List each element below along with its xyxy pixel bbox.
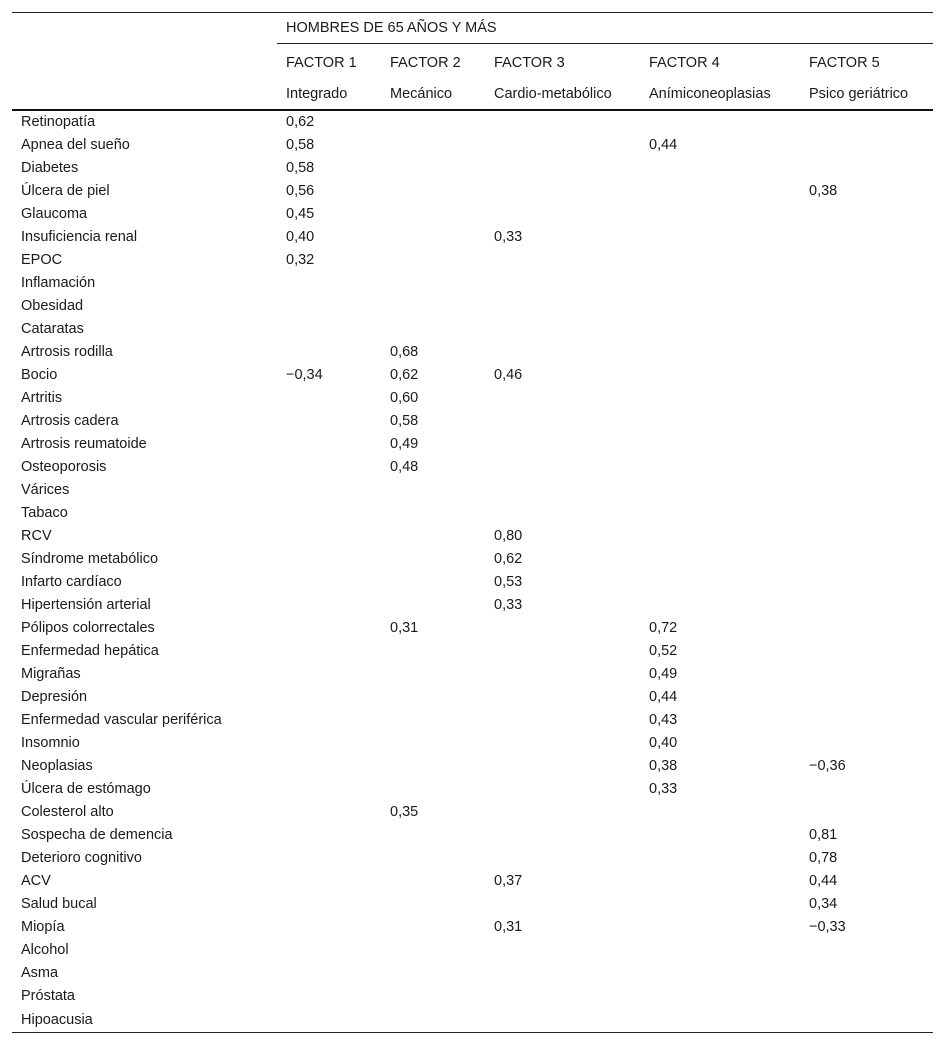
loading-value-cell xyxy=(381,594,485,617)
factor-name-header: FACTOR 3 xyxy=(494,54,565,71)
condition-name-cell: Retinopatía xyxy=(21,114,96,130)
loading-value-cell xyxy=(485,939,640,962)
loading-value-cell: 0,37 xyxy=(494,873,523,889)
loading-value-cell xyxy=(800,548,933,571)
loading-value-cell xyxy=(381,226,485,249)
loading-value-cell xyxy=(800,985,933,1008)
loading-value-cell: 0,32 xyxy=(286,252,315,268)
loading-value-cell xyxy=(277,732,381,755)
loading-value-cell xyxy=(640,870,800,893)
loading-value-cell xyxy=(640,801,800,824)
loading-value-cell xyxy=(485,157,640,180)
loading-value-cell xyxy=(640,962,800,985)
table-row xyxy=(12,456,933,479)
loading-value-cell xyxy=(800,1008,933,1033)
loading-value-cell xyxy=(640,571,800,594)
loading-value-cell xyxy=(277,778,381,801)
loading-value-cell xyxy=(381,893,485,916)
table-row xyxy=(12,640,933,663)
loading-value-cell xyxy=(381,249,485,272)
loading-value-cell: 0,58 xyxy=(390,413,419,429)
loading-value-cell: 0,33 xyxy=(494,597,523,613)
condition-name-cell: Artrosis cadera xyxy=(21,413,119,429)
condition-name-cell: Artritis xyxy=(21,390,63,406)
table-header xyxy=(12,13,933,111)
table-row xyxy=(12,479,933,502)
loading-value-cell xyxy=(485,801,640,824)
condition-name-cell: Depresión xyxy=(21,689,88,705)
condition-name-cell: RCV xyxy=(21,528,52,544)
loading-value-cell xyxy=(640,548,800,571)
loading-value-cell xyxy=(277,433,381,456)
loading-value-cell xyxy=(485,778,640,801)
header-empty-cell xyxy=(12,13,277,44)
loading-value-cell xyxy=(485,134,640,157)
loading-value-cell xyxy=(800,939,933,962)
loading-value-cell xyxy=(485,203,640,226)
loading-value-cell: 0,49 xyxy=(390,436,419,452)
loading-value-cell xyxy=(277,824,381,847)
table-row xyxy=(12,824,933,847)
table-row xyxy=(12,110,933,134)
loading-value-cell: 0,46 xyxy=(494,367,523,383)
loading-value-cell xyxy=(800,134,933,157)
loading-value-cell xyxy=(800,110,933,134)
loading-value-cell: 0,48 xyxy=(390,459,419,475)
table-row xyxy=(12,203,933,226)
table-row xyxy=(12,916,933,939)
condition-name-cell: Artrosis reumatoide xyxy=(21,436,147,452)
condition-name-cell: Insomnio xyxy=(21,735,80,751)
loading-value-cell xyxy=(800,778,933,801)
condition-name-cell: Tabaco xyxy=(21,505,68,521)
table-row xyxy=(12,663,933,686)
loading-value-cell xyxy=(381,939,485,962)
condition-name-cell: Deterioro cognitivo xyxy=(21,850,142,866)
factor-name-header: FACTOR 1 xyxy=(286,54,357,71)
loading-value-cell xyxy=(277,939,381,962)
factor-label-header: Cardio-metabólico xyxy=(485,79,640,110)
loading-value-cell xyxy=(640,1008,800,1033)
loading-value-cell xyxy=(800,157,933,180)
loading-value-cell xyxy=(800,295,933,318)
loading-value-cell xyxy=(485,709,640,732)
loading-value-cell: 0,49 xyxy=(649,666,678,682)
loading-value-cell xyxy=(800,732,933,755)
factor-table-container xyxy=(12,12,933,1033)
factor-name-header: FACTOR 4 xyxy=(649,54,720,71)
table-row xyxy=(12,272,933,295)
loading-value-cell xyxy=(485,110,640,134)
loading-value-cell xyxy=(800,594,933,617)
condition-name-cell: Miopía xyxy=(21,919,65,935)
loading-value-cell: 0,31 xyxy=(494,919,523,935)
loading-value-cell xyxy=(640,433,800,456)
loading-value-cell xyxy=(485,1008,640,1033)
factor-name-header: FACTOR 2 xyxy=(390,54,461,71)
condition-name-cell: Asma xyxy=(21,965,59,981)
table-row xyxy=(12,295,933,318)
table-row xyxy=(12,502,933,525)
loading-value-cell: 0,72 xyxy=(649,620,678,636)
table-row xyxy=(12,847,933,870)
table-body xyxy=(12,110,933,1033)
loading-value-cell: 0,38 xyxy=(809,183,838,199)
table-row xyxy=(12,157,933,180)
loading-value-cell: 0,58 xyxy=(286,137,315,153)
table-row xyxy=(12,364,933,387)
table-row xyxy=(12,180,933,203)
loading-value-cell: 0,40 xyxy=(286,229,315,245)
loading-value-cell: 0,62 xyxy=(286,114,315,130)
condition-name-cell: Neoplasias xyxy=(21,758,93,774)
loading-value-cell: −0,36 xyxy=(809,758,846,774)
loading-value-cell xyxy=(640,387,800,410)
loading-value-cell xyxy=(485,985,640,1008)
loading-value-cell: −0,34 xyxy=(286,367,323,383)
loading-value-cell xyxy=(640,985,800,1008)
loading-value-cell xyxy=(381,571,485,594)
loading-value-cell xyxy=(485,686,640,709)
table-row xyxy=(12,387,933,410)
loading-value-cell xyxy=(485,180,640,203)
condition-name-cell: Insuficiencia renal xyxy=(21,229,138,245)
loading-value-cell xyxy=(485,962,640,985)
loading-value-cell xyxy=(800,640,933,663)
loading-value-cell xyxy=(640,295,800,318)
loading-value-cell xyxy=(381,686,485,709)
loading-value-cell xyxy=(381,663,485,686)
condition-name-cell: Obesidad xyxy=(21,298,84,314)
loading-value-cell xyxy=(381,755,485,778)
loading-value-cell xyxy=(277,916,381,939)
loading-value-cell xyxy=(800,387,933,410)
loading-value-cell xyxy=(277,272,381,295)
loading-value-cell xyxy=(277,502,381,525)
loading-value-cell xyxy=(381,295,485,318)
loading-value-cell xyxy=(640,939,800,962)
loading-value-cell xyxy=(381,778,485,801)
condition-name-cell: Osteoporosis xyxy=(21,459,107,475)
loading-value-cell xyxy=(800,226,933,249)
loading-value-cell xyxy=(277,525,381,548)
loading-value-cell xyxy=(800,433,933,456)
loading-value-cell xyxy=(640,341,800,364)
loading-value-cell xyxy=(640,364,800,387)
table-row xyxy=(12,571,933,594)
loading-value-cell: 0,78 xyxy=(809,850,838,866)
loading-value-cell xyxy=(381,134,485,157)
loading-value-cell xyxy=(485,387,640,410)
loading-value-cell xyxy=(277,617,381,640)
loading-value-cell xyxy=(277,640,381,663)
condition-name-cell: Enfermedad hepática xyxy=(21,643,159,659)
loading-value-cell xyxy=(485,824,640,847)
loading-value-cell xyxy=(381,157,485,180)
loading-value-cell xyxy=(277,801,381,824)
loading-value-cell xyxy=(381,709,485,732)
loading-value-cell xyxy=(381,962,485,985)
loading-value-cell xyxy=(800,571,933,594)
table-row xyxy=(12,939,933,962)
condition-name-cell: ACV xyxy=(21,873,51,889)
condition-name-cell: Diabetes xyxy=(21,160,79,176)
loading-value-cell xyxy=(485,663,640,686)
loading-value-cell xyxy=(277,709,381,732)
factor-name-header: FACTOR 5 xyxy=(809,54,880,71)
loading-value-cell xyxy=(800,272,933,295)
loading-value-cell: 0,31 xyxy=(390,620,419,636)
condition-name-cell: Enfermedad vascular periférica xyxy=(21,712,222,728)
loading-value-cell xyxy=(485,617,640,640)
loading-value-cell xyxy=(800,249,933,272)
loading-value-cell xyxy=(485,410,640,433)
loading-value-cell xyxy=(277,847,381,870)
loading-value-cell xyxy=(640,110,800,134)
loading-value-cell xyxy=(381,318,485,341)
condition-name-cell: Cataratas xyxy=(21,321,84,337)
group-header: HOMBRES DE 65 AÑOS Y MÁS xyxy=(277,13,933,44)
loading-value-cell: 0,38 xyxy=(649,758,678,774)
loading-value-cell xyxy=(277,755,381,778)
loading-value-cell: 0,53 xyxy=(494,574,523,590)
loading-value-cell xyxy=(277,1008,381,1033)
loading-value-cell xyxy=(800,686,933,709)
loading-value-cell xyxy=(485,341,640,364)
loading-value-cell xyxy=(640,525,800,548)
loading-value-cell xyxy=(277,295,381,318)
loading-value-cell: 0,33 xyxy=(649,781,678,797)
loading-value-cell xyxy=(381,640,485,663)
loading-value-cell xyxy=(640,502,800,525)
loading-value-cell xyxy=(640,272,800,295)
table-row xyxy=(12,985,933,1008)
loading-value-cell xyxy=(640,824,800,847)
table-row xyxy=(12,709,933,732)
loading-value-cell xyxy=(485,893,640,916)
loading-value-cell xyxy=(800,801,933,824)
loading-value-cell: 0,43 xyxy=(649,712,678,728)
loading-value-cell xyxy=(277,410,381,433)
table-row xyxy=(12,249,933,272)
table-row xyxy=(12,1008,933,1033)
loading-value-cell xyxy=(381,110,485,134)
factor-label-header: Psico geriátrico xyxy=(800,79,933,110)
loading-value-cell xyxy=(381,870,485,893)
loading-value-cell xyxy=(277,571,381,594)
loading-value-cell xyxy=(800,479,933,502)
condition-name-cell: EPOC xyxy=(21,252,63,268)
loading-value-cell xyxy=(381,525,485,548)
table-row xyxy=(12,318,933,341)
loading-value-cell xyxy=(485,732,640,755)
condition-name-cell: Glaucoma xyxy=(21,206,88,222)
condition-name-cell: Úlcera de piel xyxy=(21,183,110,199)
loading-value-cell xyxy=(381,824,485,847)
loading-value-cell xyxy=(800,525,933,548)
loading-value-cell xyxy=(381,272,485,295)
loading-value-cell xyxy=(640,318,800,341)
loading-value-cell: 0,44 xyxy=(649,689,678,705)
factor-label-header: Mecánico xyxy=(381,79,485,110)
loading-value-cell xyxy=(381,548,485,571)
factor-loadings-table xyxy=(12,12,933,1033)
loading-value-cell: 0,62 xyxy=(494,551,523,567)
loading-value-cell xyxy=(640,916,800,939)
loading-value-cell: 0,80 xyxy=(494,528,523,544)
condition-name-cell: Várices xyxy=(21,482,70,498)
loading-value-cell xyxy=(800,203,933,226)
loading-value-cell xyxy=(800,502,933,525)
table-row xyxy=(12,870,933,893)
condition-name-cell: Pólipos colorrectales xyxy=(21,620,155,636)
condition-name-cell: Hipertensión arterial xyxy=(21,597,151,613)
table-row xyxy=(12,801,933,824)
condition-name-cell: Inflamación xyxy=(21,275,96,291)
loading-value-cell: 0,44 xyxy=(809,873,838,889)
condition-name-cell: Salud bucal xyxy=(21,896,97,912)
table-row xyxy=(12,732,933,755)
loading-value-cell xyxy=(800,663,933,686)
loading-value-cell: 0,60 xyxy=(390,390,419,406)
loading-value-cell xyxy=(277,962,381,985)
table-row xyxy=(12,433,933,456)
loading-value-cell xyxy=(381,985,485,1008)
loading-value-cell: 0,56 xyxy=(286,183,315,199)
table-row xyxy=(12,755,933,778)
loading-value-cell: 0,81 xyxy=(809,827,838,843)
loading-value-cell xyxy=(277,387,381,410)
loading-value-cell xyxy=(277,341,381,364)
loading-value-cell: 0,35 xyxy=(390,804,419,820)
table-row xyxy=(12,962,933,985)
loading-value-cell xyxy=(381,203,485,226)
loading-value-cell xyxy=(485,847,640,870)
loading-value-cell xyxy=(381,180,485,203)
loading-value-cell xyxy=(800,364,933,387)
loading-value-cell xyxy=(381,502,485,525)
loading-value-cell: 0,62 xyxy=(390,367,419,383)
condition-name-cell: Bocio xyxy=(21,367,58,383)
table-row xyxy=(12,548,933,571)
loading-value-cell xyxy=(381,847,485,870)
loading-value-cell xyxy=(485,272,640,295)
header-empty-cell xyxy=(12,79,277,110)
loading-value-cell xyxy=(640,410,800,433)
condition-name-cell: Hipoacusia xyxy=(12,1008,277,1033)
table-row xyxy=(12,893,933,916)
condition-name-cell: Artrosis rodilla xyxy=(21,344,113,360)
condition-name-cell: Síndrome metabólico xyxy=(21,551,159,567)
table-row xyxy=(12,617,933,640)
loading-value-cell xyxy=(277,663,381,686)
loading-value-cell xyxy=(640,226,800,249)
loading-value-cell xyxy=(800,962,933,985)
table-row xyxy=(12,525,933,548)
loading-value-cell: 0,40 xyxy=(649,735,678,751)
loading-value-cell xyxy=(800,456,933,479)
loading-value-cell xyxy=(800,410,933,433)
table-row xyxy=(12,134,933,157)
condition-name-cell: Infarto cardíaco xyxy=(21,574,122,590)
loading-value-cell xyxy=(277,548,381,571)
loading-value-cell xyxy=(640,847,800,870)
factor-label-header: Anímiconeoplasias xyxy=(640,79,800,110)
loading-value-cell: 0,34 xyxy=(809,896,838,912)
loading-value-cell xyxy=(485,318,640,341)
loading-value-cell xyxy=(485,249,640,272)
loading-value-cell xyxy=(381,916,485,939)
table-row xyxy=(12,341,933,364)
loading-value-cell: 0,58 xyxy=(286,160,315,176)
loading-value-cell xyxy=(800,617,933,640)
loading-value-cell xyxy=(640,893,800,916)
condition-name-cell: Sospecha de demencia xyxy=(21,827,173,843)
loading-value-cell xyxy=(800,709,933,732)
loading-value-cell xyxy=(381,1008,485,1033)
table-row xyxy=(12,410,933,433)
header-empty-cell xyxy=(12,44,277,80)
condition-name-cell: Migrañas xyxy=(21,666,81,682)
table-row xyxy=(12,226,933,249)
loading-value-cell xyxy=(640,479,800,502)
loading-value-cell xyxy=(277,318,381,341)
factor-label-header: Integrado xyxy=(277,79,381,110)
loading-value-cell xyxy=(485,640,640,663)
loading-value-cell xyxy=(277,870,381,893)
loading-value-cell xyxy=(381,479,485,502)
loading-value-cell xyxy=(485,433,640,456)
condition-name-cell: Colesterol alto xyxy=(21,804,114,820)
loading-value-cell xyxy=(485,479,640,502)
loading-value-cell xyxy=(485,456,640,479)
loading-value-cell xyxy=(640,249,800,272)
table-row xyxy=(12,594,933,617)
loading-value-cell xyxy=(277,456,381,479)
loading-value-cell: 0,33 xyxy=(494,229,523,245)
condition-name-cell: Próstata xyxy=(21,988,75,1004)
loading-value-cell xyxy=(277,893,381,916)
condition-name-cell: Apnea del sueño xyxy=(21,137,130,153)
loading-value-cell xyxy=(640,594,800,617)
loading-value-cell xyxy=(277,479,381,502)
table-row xyxy=(12,778,933,801)
loading-value-cell xyxy=(800,318,933,341)
loading-value-cell xyxy=(640,157,800,180)
loading-value-cell xyxy=(277,985,381,1008)
loading-value-cell xyxy=(640,180,800,203)
loading-value-cell xyxy=(485,295,640,318)
loading-value-cell xyxy=(640,203,800,226)
loading-value-cell xyxy=(800,341,933,364)
loading-value-cell: 0,52 xyxy=(649,643,678,659)
loading-value-cell: 0,68 xyxy=(390,344,419,360)
loading-value-cell xyxy=(485,755,640,778)
loading-value-cell xyxy=(485,502,640,525)
condition-name-cell: Úlcera de estómago xyxy=(21,781,151,797)
loading-value-cell: 0,44 xyxy=(649,137,678,153)
loading-value-cell xyxy=(277,594,381,617)
condition-name-cell: Alcohol xyxy=(21,942,69,958)
loading-value-cell: −0,33 xyxy=(809,919,846,935)
loading-value-cell: 0,45 xyxy=(286,206,315,222)
table-row xyxy=(12,686,933,709)
loading-value-cell xyxy=(640,456,800,479)
loading-value-cell xyxy=(277,686,381,709)
loading-value-cell xyxy=(381,732,485,755)
